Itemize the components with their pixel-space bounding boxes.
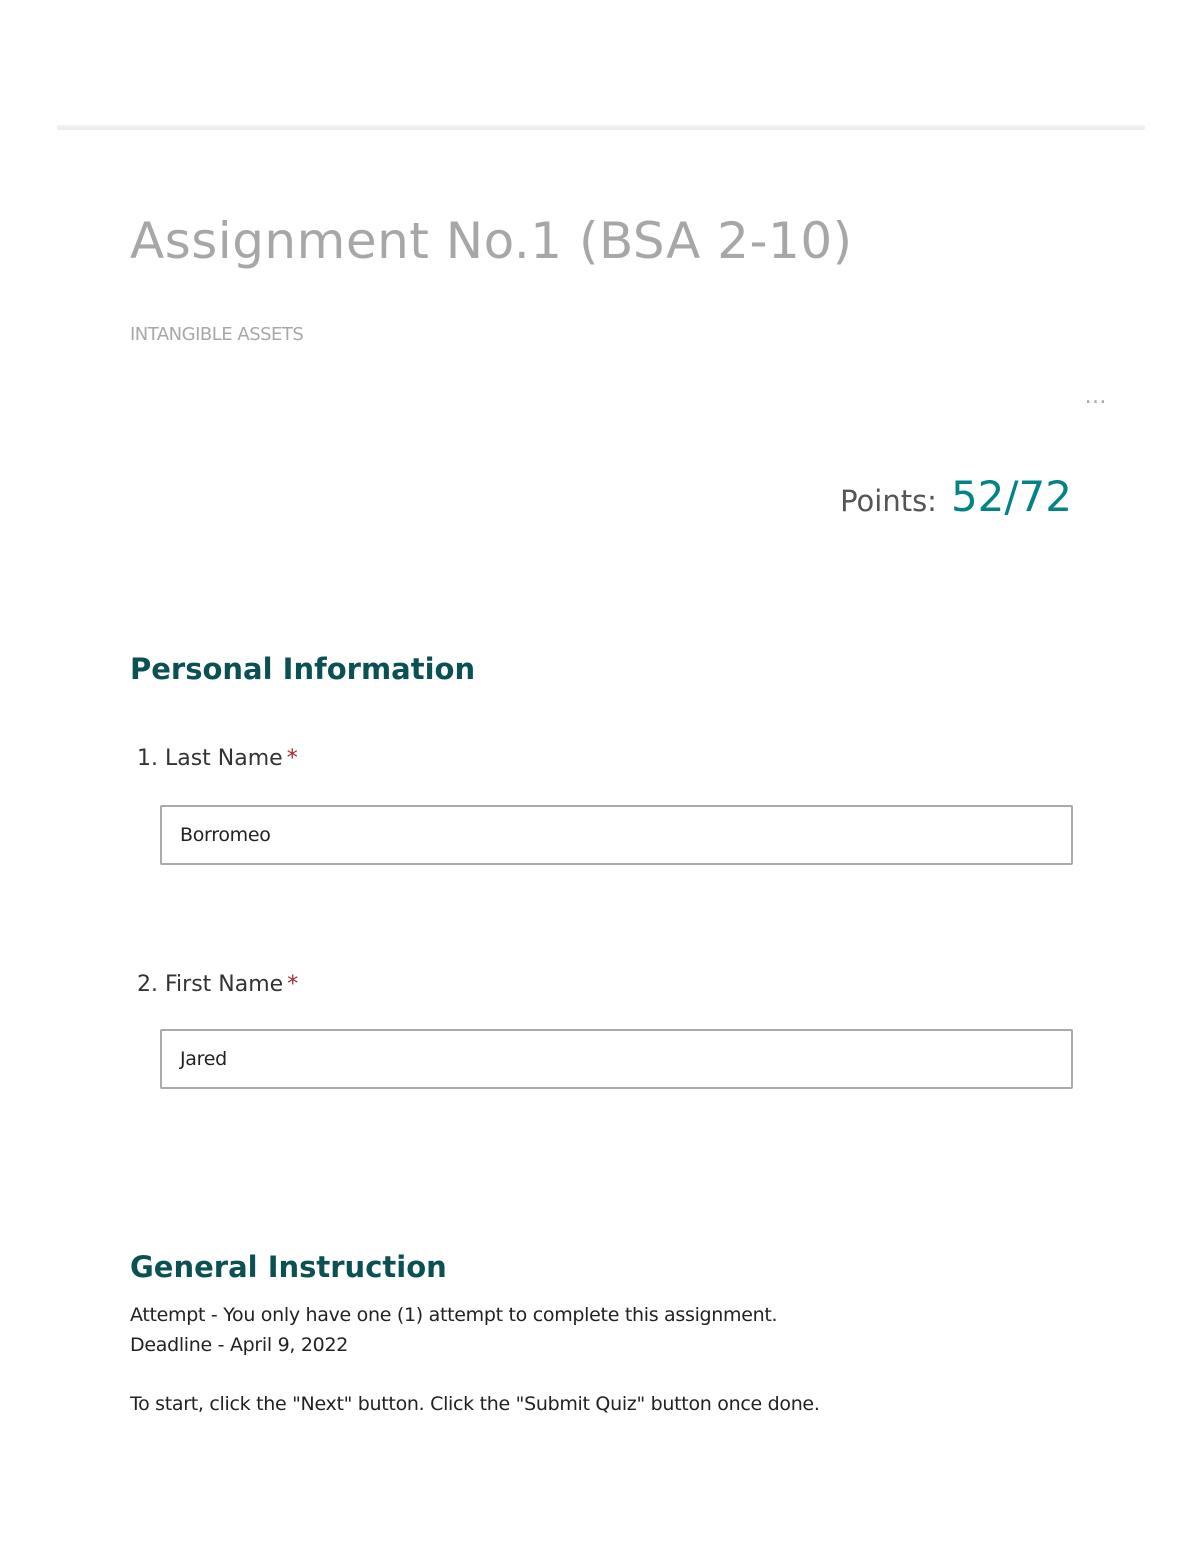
instruction-attempt: Attempt - You only have one (1) attempt to complete this assignment.	[130, 1304, 778, 1326]
more-options-icon: …	[1084, 384, 1108, 409]
first-name-input[interactable]	[160, 1029, 1073, 1089]
first-name-value: Jared	[180, 1048, 227, 1070]
required-asterisk: *	[286, 746, 298, 771]
form-subtitle: INTANGIBLE ASSETS	[130, 324, 304, 345]
more-options-button[interactable]	[1078, 382, 1114, 412]
instruction-deadline: Deadline - April 9, 2022	[130, 1334, 349, 1356]
question-text: 2. First Name	[137, 972, 284, 997]
last-name-value: Borromeo	[180, 824, 271, 846]
points-label: Points:	[840, 484, 937, 518]
form-title: Assignment No.1 (BSA 2-10)	[130, 212, 853, 270]
section-title-general-instruction: General Instruction	[130, 1250, 447, 1284]
header-divider	[57, 125, 1145, 130]
points-value: 52/72	[950, 472, 1072, 521]
last-name-input[interactable]	[160, 805, 1073, 865]
question-text: 1. Last Name	[137, 746, 283, 771]
question-label-last-name	[137, 746, 298, 771]
required-asterisk: *	[287, 972, 299, 997]
instruction-start: To start, click the "Next" button. Click the "Submit Quiz" button once done.	[130, 1393, 820, 1415]
points-display	[840, 472, 1072, 521]
section-title-personal-information: Personal Information	[130, 652, 476, 686]
question-label-first-name	[137, 972, 298, 997]
